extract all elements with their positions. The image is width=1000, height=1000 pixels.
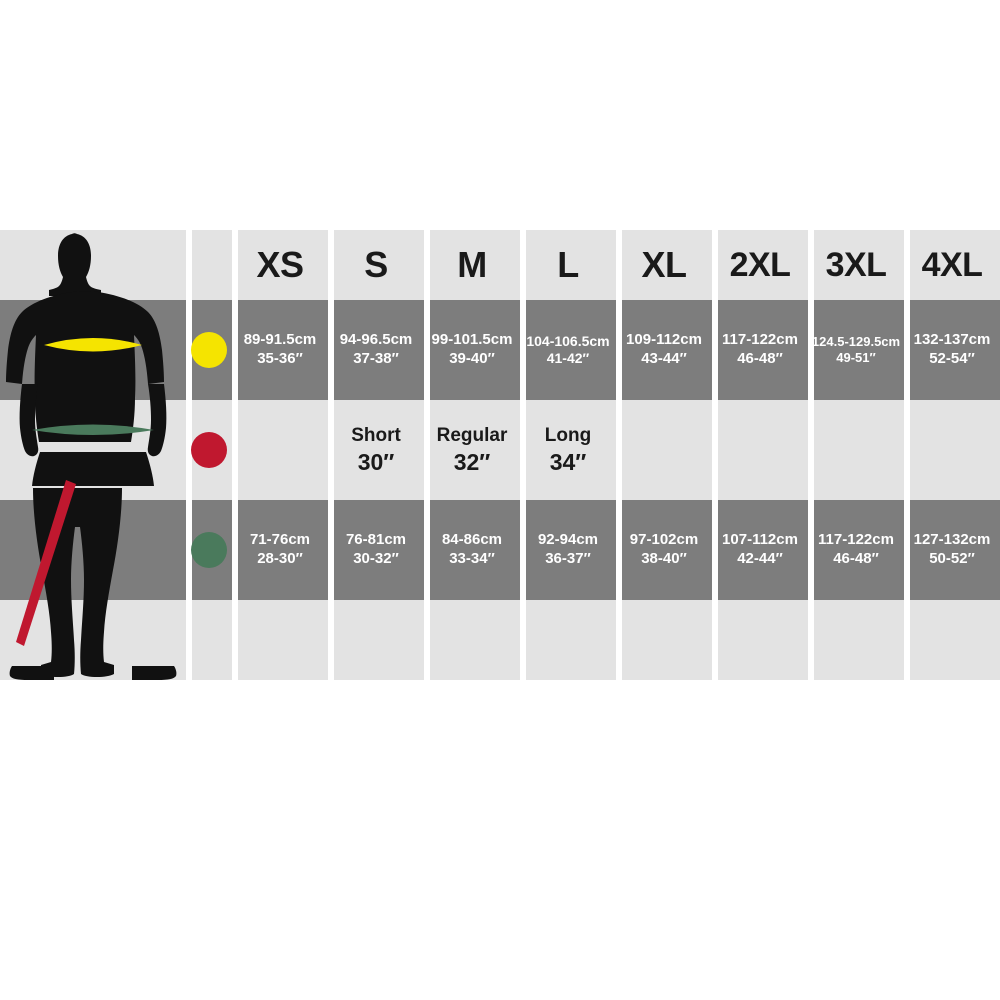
- waist-cm-s: 76-81cm: [345, 531, 407, 549]
- waist-cm-4xl: 127-132cm: [913, 531, 991, 549]
- leg-in-m: 32″: [453, 448, 491, 475]
- waist-cell-2xl: [712, 500, 808, 600]
- chest-cm-xs: 89-91.5cm: [243, 331, 317, 349]
- chest-cell-2xl: [712, 300, 808, 400]
- size-header-4xl: 4XL: [921, 245, 983, 284]
- waist-cm-m: 84-86cm: [441, 531, 503, 549]
- leg-label-s: Short: [351, 424, 401, 446]
- body-illustration: [0, 230, 186, 680]
- chest-cm-m: 99-101.5cm: [431, 331, 513, 349]
- size-header-xl: XL: [641, 244, 687, 285]
- leg-marker-cell: [186, 400, 232, 500]
- waist-in-xl: 38-40″: [641, 550, 687, 567]
- waist-in-2xl: 42-44″: [737, 550, 783, 567]
- chest-in-xs: 35-36″: [257, 350, 303, 367]
- chest-marker-cell: [186, 300, 232, 400]
- size-header-3xl: 3XL: [825, 245, 887, 284]
- size-header-2xl: 2XL: [729, 245, 791, 284]
- leg-label-l: Long: [544, 424, 592, 446]
- waist-cell-3xl: [808, 500, 904, 600]
- chest-cm-2xl: 117-122cm: [722, 331, 798, 349]
- waist-in-xs: 28-30″: [257, 550, 303, 567]
- size-header-xs: XS: [256, 244, 304, 285]
- waist-cm-3xl: 117-122cm: [818, 531, 894, 549]
- waist-cm-2xl: 107-112cm: [722, 531, 798, 549]
- size-chart: [0, 230, 1000, 680]
- yellow-dot-icon: [191, 332, 227, 368]
- chest-in-2xl: 46-48″: [737, 350, 783, 367]
- chest-cell-xs: [232, 300, 328, 400]
- chest-in-l: 41-42″: [546, 350, 590, 366]
- waist-marker-cell: [186, 500, 232, 600]
- waist-cell-4xl: [904, 500, 1000, 600]
- waist-in-l: 36-37″: [545, 550, 591, 567]
- waist-cell-m: [424, 500, 520, 600]
- chest-in-m: 39-40″: [449, 350, 495, 367]
- chest-in-xl: 43-44″: [641, 350, 687, 367]
- chest-cm-4xl: 132-137cm: [913, 331, 991, 349]
- waist-in-s: 30-32″: [353, 550, 399, 567]
- chest-cell-4xl: [904, 300, 1000, 400]
- waist-in-3xl: 46-48″: [833, 550, 879, 567]
- chest-cell-l: [520, 300, 616, 400]
- waist-cell-xs: [232, 500, 328, 600]
- chest-cell-s: [328, 300, 424, 400]
- waist-cell-l: [520, 500, 616, 600]
- waist-cm-xs: 71-76cm: [249, 531, 311, 549]
- waist-in-m: 33-34″: [449, 550, 495, 567]
- leg-label-m: Regular: [436, 424, 508, 446]
- leg-in-s: 30″: [357, 448, 395, 475]
- size-header-l: L: [557, 244, 579, 285]
- waist-cell-s: [328, 500, 424, 600]
- chest-cm-l: 104-106.5cm: [526, 332, 610, 349]
- red-dot-icon: [191, 432, 227, 468]
- leg-cell-m: [424, 400, 520, 500]
- leg-in-l: 34″: [549, 448, 587, 475]
- waist-cell-xl: [616, 500, 712, 600]
- leg-cell-l: [520, 400, 616, 500]
- chest-in-3xl: 49-51″: [836, 350, 876, 365]
- size-header-s: S: [364, 244, 388, 285]
- waist-cm-l: 92-94cm: [537, 531, 599, 549]
- waist-in-4xl: 50-52″: [929, 550, 975, 567]
- chest-in-s: 37-38″: [353, 350, 399, 367]
- chest-cm-s: 94-96.5cm: [339, 331, 413, 349]
- green-dot-icon: [191, 532, 227, 568]
- chest-cm-3xl: 124.5-129.5cm: [811, 333, 901, 349]
- leg-cell-s: [328, 400, 424, 500]
- chest-cell-m: [424, 300, 520, 400]
- chest-cell-xl: [616, 300, 712, 400]
- size-header-m: M: [457, 244, 487, 285]
- chest-cell-3xl: [808, 300, 904, 400]
- chest-in-4xl: 52-54″: [929, 350, 975, 367]
- chest-cm-xl: 109-112cm: [626, 331, 702, 349]
- waist-cm-xl: 97-102cm: [629, 531, 699, 549]
